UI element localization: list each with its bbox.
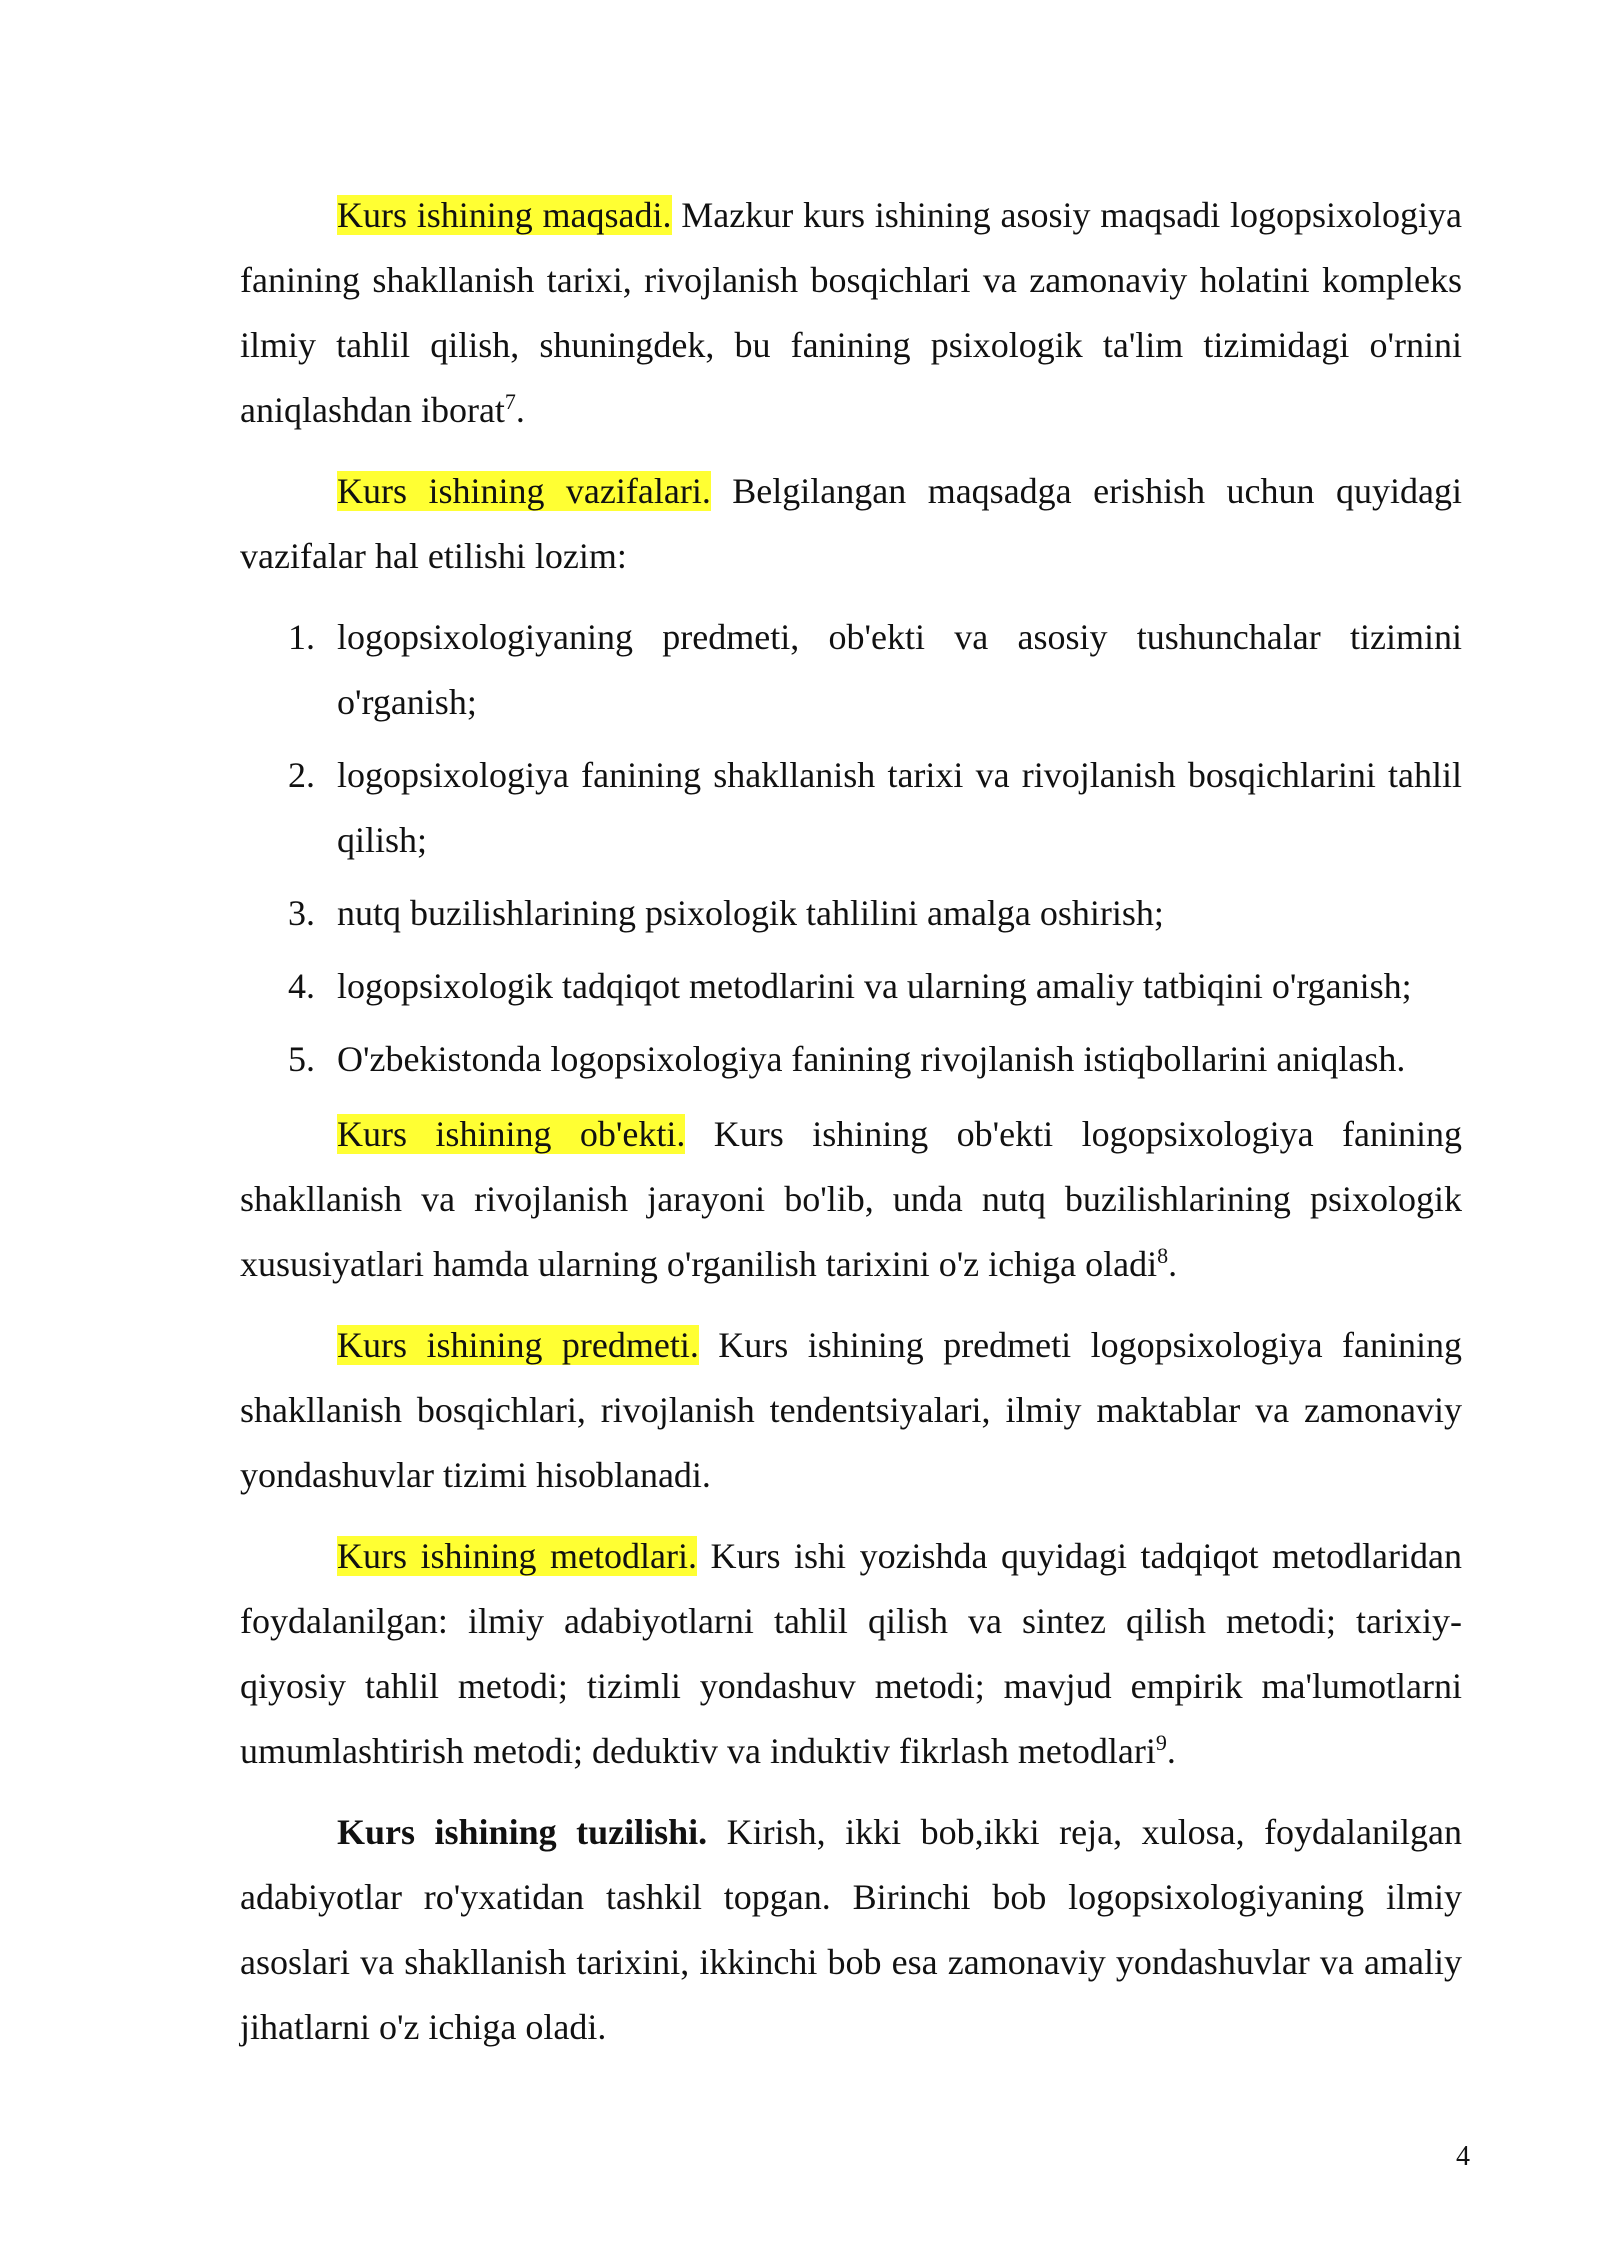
tasks-list bbox=[240, 605, 1462, 1092]
list-item-text: logopsixologiyaning predmeti, ob'ekti va asosiy tushunchalar tizimini o'rganish; bbox=[337, 617, 1462, 722]
subject-text: Kurs ishining predmeti logopsixologiya fanining shakllanish bosqichlari, rivojlanish tendentsiyalari, ilmiy maktablar va zamonaviy yondashuvlar tizimi hisoblanadi. bbox=[240, 1325, 1462, 1495]
methods-heading: Kurs ishining metodlari. bbox=[337, 1536, 697, 1576]
list-item-text: logopsixologik tadqiqot metodlarini va ularning amaliy tatbiqini o'rganish; bbox=[337, 966, 1412, 1006]
list-item bbox=[240, 954, 1462, 1019]
footnote-ref-9[interactable]: 9 bbox=[1155, 1730, 1167, 1755]
tasks-intro-text: Belgilangan maqsadga erishish uchun quyidagi vazifalar hal etilishi lozim: bbox=[240, 471, 1462, 576]
list-item-text: nutq buzilishlarining psixologik tahlilini amalga oshirish; bbox=[337, 893, 1164, 933]
methods-tail: . bbox=[1166, 1731, 1176, 1771]
list-item bbox=[240, 605, 1462, 735]
tasks-paragraph bbox=[240, 459, 1462, 589]
list-item-number: 2. bbox=[288, 755, 315, 795]
subject-heading: Kurs ishining predmeti. bbox=[337, 1325, 699, 1365]
list-item-number: 1. bbox=[288, 617, 315, 657]
list-item bbox=[240, 743, 1462, 873]
list-item-number: 5. bbox=[288, 1039, 315, 1079]
list-item bbox=[240, 1027, 1462, 1092]
object-paragraph bbox=[240, 1102, 1462, 1297]
methods-paragraph bbox=[240, 1524, 1462, 1784]
subject-paragraph bbox=[240, 1313, 1462, 1508]
footnote-ref-8[interactable]: 8 bbox=[1157, 1243, 1169, 1268]
goal-heading: Kurs ishining maqsadi. bbox=[337, 195, 672, 235]
methods-text: Kurs ishi yozishda quyidagi tadqiqot metodlaridan foydalanilgan: ilmiy adabiyotlarni tahlil qilish va sintez qilish metodi; tarixiy-qiyosiy tahlil metodi; tizimli yondashuv metodi; mavjud empirik ma'lumotlarni umumlashtirish metodi; deduktiv va induktiv fikrlash metodlari bbox=[240, 1536, 1462, 1771]
structure-heading: Kurs ishining tuzilishi. bbox=[337, 1812, 708, 1852]
list-item-text: logopsixologiya fanining shakllanish tarixi va rivojlanish bosqichlarini tahlil qilish; bbox=[337, 755, 1462, 860]
list-item-text: O'zbekistonda logopsixologiya fanining rivojlanish istiqbollarini aniqlash. bbox=[337, 1039, 1406, 1079]
list-item bbox=[240, 881, 1462, 946]
page-number: 4 bbox=[1456, 2141, 1470, 2172]
footnote-ref-7[interactable]: 7 bbox=[504, 389, 516, 414]
object-text: Kurs ishining ob'ekti logopsixologiya fanining shakllanish va rivojlanish jarayoni bo'lib, unda nutq buzilishlarining psixologik xususiyatlari hamda ularning o'rganilish tarixini o'z ichiga oladi bbox=[240, 1114, 1462, 1284]
goal-paragraph bbox=[240, 183, 1462, 443]
structure-text: Kirish, ikki bob,ikki reja, xulosa, foydalanilgan adabiyotlar ro'yxatidan tashkil topgan. Birinchi bob logopsixologiyaning ilmiy asoslari va shakllanish tarixini, ikkinchi bob esa zamonaviy yondashuvlar va amaliy jihatlarni o'z ichiga oladi. bbox=[240, 1812, 1462, 2047]
object-heading: Kurs ishining ob'ekti. bbox=[337, 1114, 686, 1154]
list-item-number: 4. bbox=[288, 966, 315, 1006]
structure-paragraph bbox=[240, 1800, 1462, 2060]
goal-text: Mazkur kurs ishining asosiy maqsadi logopsixologiya fanining shakllanish tarixi, rivojlanish bosqichlari va zamonaviy holatini kompleks ilmiy tahlil qilish, shuningdek, bu fanining psixologik ta'lim tizimidagi o'rnini aniqlashdan iborat bbox=[240, 195, 1463, 430]
object-tail: . bbox=[1168, 1244, 1178, 1284]
goal-tail: . bbox=[515, 390, 525, 430]
list-item-number: 3. bbox=[288, 893, 315, 933]
page-content bbox=[240, 183, 1462, 2076]
tasks-heading: Kurs ishining vazifalari. bbox=[337, 471, 711, 511]
